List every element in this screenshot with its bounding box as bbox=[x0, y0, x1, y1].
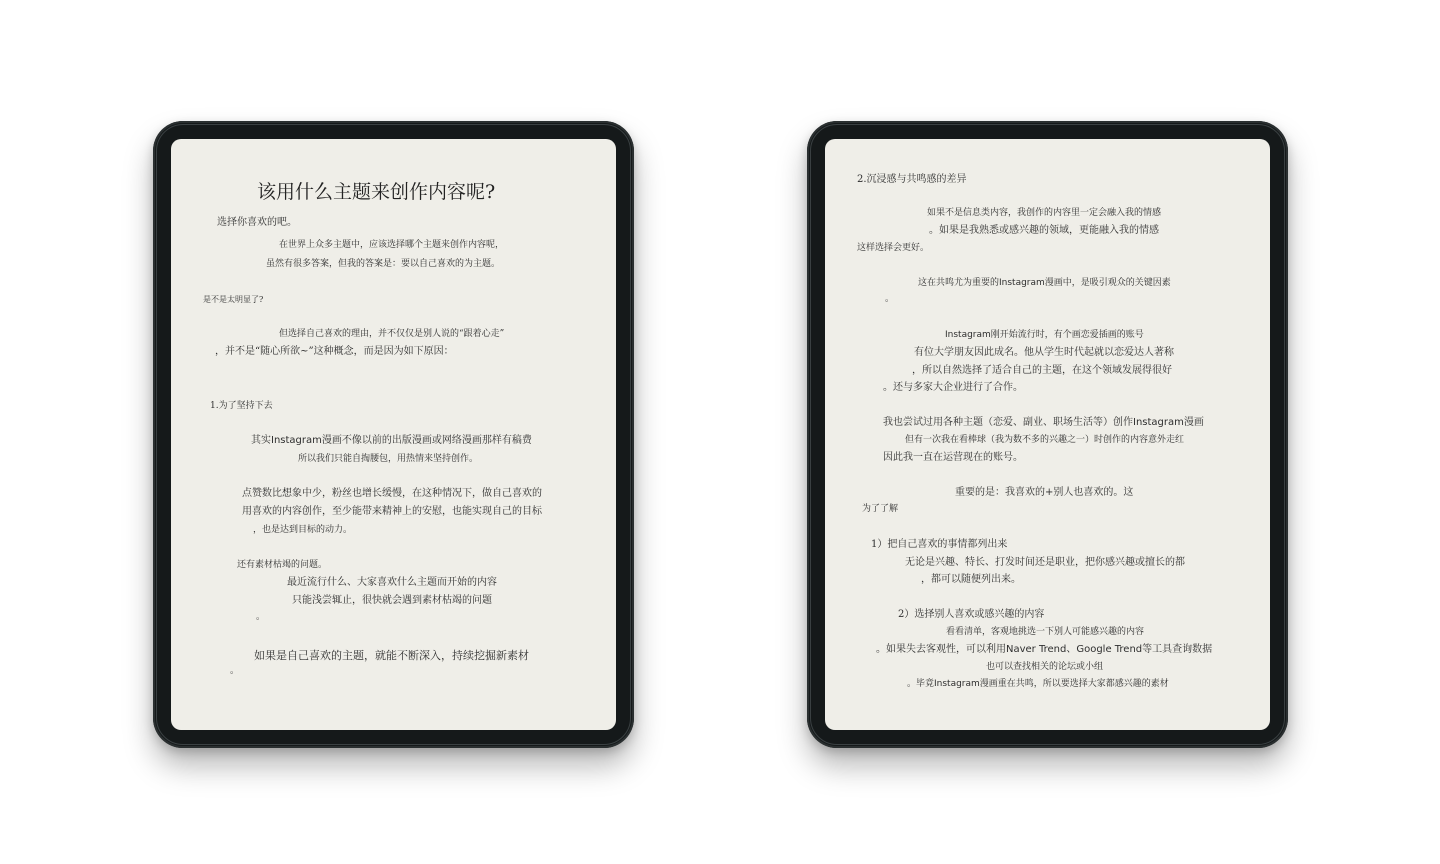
text-line: 重要的是：我喜欢的+别人也喜欢的。这 bbox=[955, 487, 1134, 498]
text-line: 有位大学朋友因此成名。他从学生时代起就以恋爱达人著称 bbox=[914, 347, 1174, 358]
right-page bbox=[825, 139, 1270, 730]
left-page bbox=[171, 139, 616, 730]
text-line: 还有素材枯竭的问题。 bbox=[237, 560, 328, 570]
page-title: 该用什么主题来创作内容呢? bbox=[257, 181, 496, 203]
section-heading: 1.为了坚持下去 bbox=[210, 401, 273, 411]
tablet-left bbox=[153, 121, 634, 748]
text-line: 虽然有很多答案，但我的答案是：要以自己喜欢的为主题。 bbox=[266, 259, 501, 269]
text-line: 无论是兴趣、特长、打发时间还是职业，把你感兴趣或擅长的都 bbox=[905, 557, 1185, 568]
text-line: 也可以查找相关的论坛或小组 bbox=[986, 662, 1104, 672]
text-line: ，也是达到目标的动力。 bbox=[253, 525, 353, 535]
text-line: 因此我一直在运营现在的账号。 bbox=[883, 452, 1023, 463]
text-line: 。毕竟Instagram漫画重在共鸣，所以要选择大家都感兴趣的素材 bbox=[907, 679, 1169, 689]
text-line: 如果不是信息类内容，我创作的内容里一定会融入我的情感 bbox=[927, 208, 1162, 218]
text-line: 为了了解 bbox=[862, 504, 899, 514]
text-line: 这样选择会更好。 bbox=[857, 243, 930, 253]
text-line: 只能浅尝辄止，很快就会遇到素材枯竭的问题 bbox=[292, 595, 492, 606]
text-line: 。如果失去客观性，可以利用Naver Trend、Google Trend等工具查询数据 bbox=[876, 644, 1213, 655]
text-line: 所以我们只能自掏腰包，用热情来坚持创作。 bbox=[298, 454, 479, 464]
text-line: ，并不是“随心所欲~”这种概念，而是因为如下原因： bbox=[215, 346, 454, 357]
text-line: 。如果是我熟悉或感兴趣的领域，更能融入我的情感 bbox=[929, 225, 1159, 236]
text-line: 这在共鸣尤为重要的Instagram漫画中，是吸引观众的关键因素 bbox=[918, 278, 1171, 288]
text-line: 。 bbox=[885, 294, 895, 304]
text-line: ，都可以随便列出来。 bbox=[921, 574, 1021, 585]
text-line: 如果是自己喜欢的主题，就能不断深入，持续挖掘新素材 bbox=[254, 649, 529, 662]
text-line: Instagram刚开始流行时，有个画恋爱插画的账号 bbox=[945, 330, 1144, 340]
list-heading: 1）把自己喜欢的事情都列出来 bbox=[871, 539, 1008, 550]
text-line: 在世界上众多主题中，应该选择哪个主题来创作内容呢， bbox=[279, 240, 505, 250]
text-line: 我也尝试过用各种主题（恋爱、副业、职场生活等）创作Instagram漫画 bbox=[883, 417, 1204, 428]
text-line: 但选择自己喜欢的理由，并不仅仅是别人说的“跟着心走” bbox=[279, 329, 505, 339]
text-line: ，所以自然选择了适合自己的主题，在这个领域发展得很好 bbox=[912, 365, 1172, 376]
text-line: 但有一次我在看棒球（我为数不多的兴趣之一）时创作的内容意外走红 bbox=[905, 435, 1185, 445]
text-line: 选择你喜欢的吧。 bbox=[217, 217, 297, 228]
text-line: 看看清单，客观地挑选一下别人可能感兴趣的内容 bbox=[946, 627, 1145, 637]
text-line: 是不是太明显了? bbox=[203, 295, 264, 304]
text-line: 。 bbox=[230, 666, 240, 676]
text-line: 。 bbox=[256, 612, 266, 622]
text-line: 用喜欢的内容创作，至少能带来精神上的安慰，也能实现自己的目标 bbox=[242, 506, 542, 517]
text-line: 其实Instagram漫画不像以前的出版漫画或网络漫画那样有稿费 bbox=[251, 435, 532, 446]
section-heading: 2.沉浸感与共鸣感的差异 bbox=[857, 174, 967, 185]
text-line: 。还与多家大企业进行了合作。 bbox=[883, 382, 1023, 393]
text-line: 最近流行什么、大家喜欢什么主题而开始的内容 bbox=[287, 577, 497, 588]
list-heading: 2）选择别人喜欢或感兴趣的内容 bbox=[898, 609, 1045, 620]
tablet-right bbox=[807, 121, 1288, 748]
text-line: 点赞数比想象中少，粉丝也增长缓慢，在这种情况下，做自己喜欢的 bbox=[242, 488, 542, 499]
